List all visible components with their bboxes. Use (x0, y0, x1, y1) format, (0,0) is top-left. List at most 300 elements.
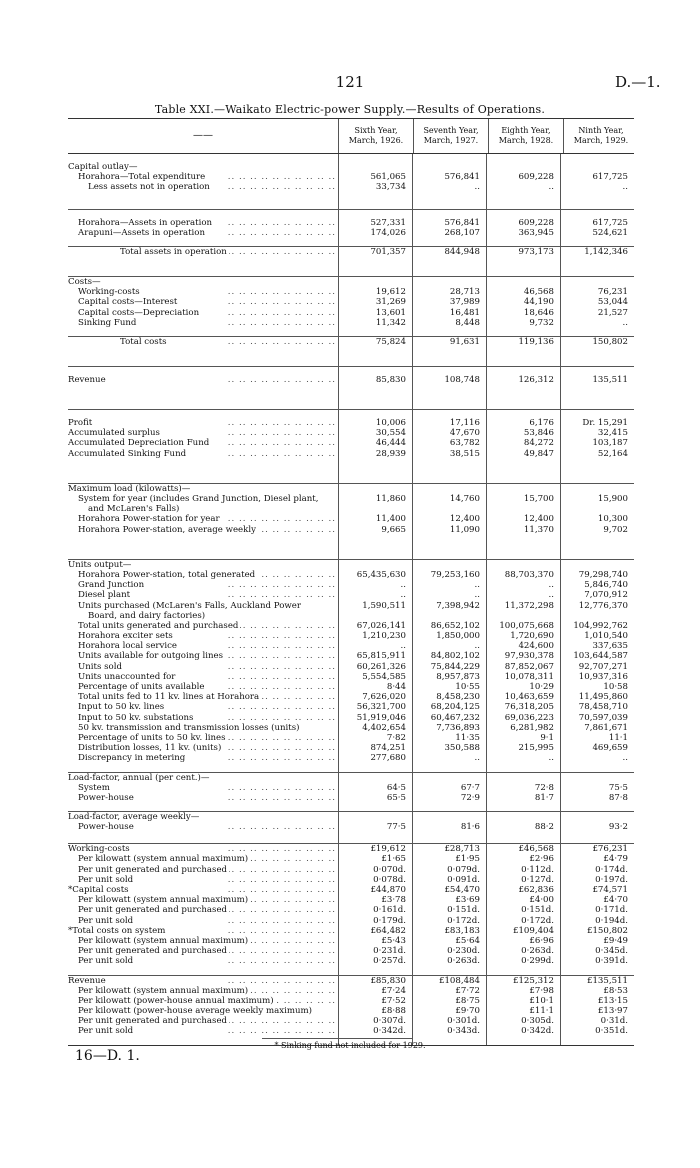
table-row (68, 172, 634, 182)
value-cell (412, 277, 486, 287)
row-label: Capital outlay— (68, 162, 138, 172)
value-cell (412, 504, 486, 514)
row-label-cell (68, 723, 338, 733)
value-cell: 78,458,710 (578, 702, 628, 713)
value-cell: 11,495,860 (578, 692, 628, 703)
value-cell: 21,527 (597, 307, 628, 318)
row-label-cell (68, 287, 338, 297)
value-cell: £1·65 (381, 854, 406, 865)
value-cell: 8,957,873 (436, 671, 480, 682)
value-cell (412, 162, 486, 172)
column-rule (338, 210, 339, 246)
value-cell: 77·5 (386, 822, 406, 833)
value-cell: 33,734 (375, 182, 406, 193)
value-cell: 0·230d. (447, 946, 480, 957)
value-cell: 9,702 (603, 524, 628, 535)
table-row (68, 570, 634, 580)
year-header-1927 (413, 119, 488, 153)
row-label-cell (68, 822, 338, 835)
value-cell: Dr. 15,291 (582, 418, 628, 429)
column-rule (412, 976, 413, 1045)
value-cell: 6,281,982 (510, 722, 554, 733)
column-rule (412, 277, 413, 336)
table-row (68, 182, 634, 192)
row-label: Working-costs (68, 844, 130, 855)
value-cell: 0·342d. (521, 1026, 554, 1037)
row-label: Accumulated Sinking Fund (68, 448, 187, 459)
table-row (68, 753, 634, 763)
value-cell (560, 162, 634, 172)
value-cell: 701,357 (370, 246, 406, 257)
value-cell: 18,646 (523, 307, 554, 318)
table-row (68, 297, 634, 307)
table-section (68, 336, 634, 366)
value-cell: 10·55 (455, 682, 480, 692)
row-label-cell (68, 713, 338, 723)
column-rule (412, 812, 413, 843)
column-rule (486, 773, 487, 812)
value-cell: £5·43 (381, 935, 406, 946)
row-label-cell (68, 297, 338, 307)
column-rule (560, 484, 561, 559)
value-cell: 56,321,700 (356, 702, 406, 713)
column-rule (486, 277, 487, 336)
table-row (68, 773, 634, 783)
value-cell: 88,703,370 (504, 569, 554, 580)
table-section (68, 843, 634, 974)
value-cell (560, 773, 634, 783)
label-column-header: —— (193, 130, 213, 141)
value-cell: £9·70 (455, 1006, 480, 1017)
value-cell: 81·7 (534, 792, 554, 803)
value-cell: 15,700 (523, 494, 554, 504)
value-cell: 4,402,654 (362, 722, 406, 733)
column-rule (560, 154, 561, 209)
row-label-cell (68, 875, 338, 885)
row-label: Horahora Power-station, average weekly (68, 525, 258, 535)
value-cell: 11,372,298 (504, 600, 554, 611)
value-cell (338, 484, 412, 494)
column-rule (338, 773, 339, 812)
spacer-row (68, 358, 634, 366)
column-rule (486, 337, 487, 366)
value-cell: 5,554,585 (362, 671, 406, 682)
value-cell: £19,612 (370, 844, 406, 855)
row-label-cell (68, 916, 338, 926)
table-section (68, 366, 634, 409)
column-rule (412, 484, 413, 559)
column-rule (560, 844, 561, 974)
value-cell: .. (622, 317, 628, 328)
row-label-cell (68, 812, 338, 822)
row-label: Per unit sold (68, 875, 135, 885)
table-row (68, 375, 634, 385)
column-rule (338, 560, 339, 772)
value-cell (412, 611, 486, 621)
value-cell: 0·179d. (373, 915, 406, 926)
row-label: Percentage of units to 50 kv. lines (68, 733, 227, 743)
page-number: 121 (335, 73, 365, 91)
value-cell: £7·24 (381, 985, 406, 996)
value-cell: £8·75 (455, 995, 480, 1006)
row-label: Horahora exciter sets (68, 631, 175, 641)
table-row (68, 822, 634, 835)
value-cell: .. (400, 580, 406, 591)
value-cell: 0·172d. (447, 915, 480, 926)
table-row (68, 713, 634, 723)
value-cell: £3·78 (381, 895, 406, 906)
spacer-row (68, 268, 634, 276)
column-rule (486, 560, 487, 772)
row-label-cell (68, 672, 338, 682)
value-cell: 0·299d. (521, 956, 554, 967)
column-rule (560, 976, 561, 1045)
row-label-cell (68, 449, 338, 459)
spacer-row (68, 350, 634, 358)
table-row (68, 956, 634, 966)
value-cell: 60,467,232 (430, 712, 480, 723)
value-cell: 0·078d. (373, 874, 406, 885)
spacer-row (68, 535, 634, 543)
value-cell: 13,601 (375, 307, 406, 318)
row-label: Horahora—Assets in operation (68, 218, 214, 228)
value-cell: 65·5 (386, 792, 406, 803)
row-label: Revenue (68, 975, 106, 986)
column-rule (412, 210, 413, 246)
column-rule (560, 367, 561, 409)
table-row (68, 651, 634, 661)
column-rule (412, 410, 413, 483)
value-cell: .. (474, 641, 480, 652)
year-header-line1: Sixth Year, (354, 126, 398, 135)
spacer-row (68, 193, 634, 201)
table-row (68, 318, 634, 328)
row-label-cell (68, 641, 338, 651)
row-label: Power-house (68, 822, 136, 832)
column-rule (486, 812, 487, 843)
column-rule (560, 277, 561, 336)
value-cell: £7·52 (381, 995, 406, 1006)
spacer-row (68, 835, 634, 843)
row-label: Maximum load (kilowatts)— (68, 483, 191, 494)
table-row (68, 228, 634, 238)
row-label-cell (68, 438, 338, 448)
value-cell: 87·8 (608, 792, 628, 803)
value-cell: £44,870 (370, 885, 406, 895)
value-cell: £13·15 (597, 995, 628, 1006)
value-cell: 1,010,540 (584, 631, 628, 642)
column-rule (412, 154, 413, 209)
table-row (68, 484, 634, 494)
value-cell: £109,404 (512, 925, 554, 936)
table-row (68, 1016, 634, 1026)
value-cell: 69,036,223 (504, 712, 554, 723)
value-cell: 0·172d. (521, 915, 554, 926)
row-label: Per kilowatt (system annual maximum) (68, 986, 250, 996)
value-cell: 92,707,271 (578, 661, 628, 672)
table-row (68, 905, 634, 915)
value-cell: 5,846,740 (584, 580, 628, 591)
column-rule (560, 247, 561, 276)
value-cell: 0·127d. (521, 874, 554, 885)
value-cell: 51,919,046 (356, 712, 406, 723)
column-rule (560, 773, 561, 812)
table-row (68, 743, 634, 753)
value-cell: 104,992,762 (573, 620, 628, 631)
row-label-cell (68, 682, 338, 692)
spacer-row (68, 803, 634, 811)
value-cell: .. (622, 753, 628, 764)
value-cell: £85,830 (370, 975, 406, 986)
value-cell: 617,725 (592, 217, 628, 228)
value-cell: 32,415 (597, 428, 628, 439)
row-label: Input to 50 kv. substations (68, 713, 195, 723)
table-row (68, 449, 634, 459)
value-cell: 9·1 (540, 732, 554, 743)
row-label: Discrepancy in metering (68, 753, 187, 763)
value-cell: 10,006 (375, 418, 406, 429)
row-label: Capital costs—Depreciation (68, 308, 201, 318)
value-cell: 84,272 (523, 438, 554, 449)
table-row (68, 1006, 634, 1016)
value-cell: 0·091d. (447, 874, 480, 885)
table-row (68, 308, 634, 318)
row-label-cell (68, 631, 338, 641)
value-cell: 100,075,668 (499, 620, 554, 631)
value-cell: £10·1 (529, 995, 554, 1006)
row-label: Diesel plant (68, 590, 132, 600)
value-cell: £5·64 (455, 935, 480, 946)
row-label-cell (68, 793, 338, 803)
value-cell (412, 773, 486, 783)
column-rule (486, 484, 487, 559)
value-cell: .. (474, 580, 480, 591)
value-cell: 7·82 (386, 732, 406, 743)
table-row (68, 525, 634, 535)
column-rule (486, 154, 487, 209)
row-label: Revenue (68, 374, 106, 385)
value-cell: 1,850,000 (436, 631, 480, 642)
table-row (68, 996, 634, 1006)
row-label: Horahora—Total expenditure (68, 172, 207, 182)
value-cell: 85,830 (375, 374, 406, 385)
row-label: Per unit generated and purchased (68, 1016, 229, 1026)
value-cell (486, 162, 560, 172)
table-section (68, 276, 634, 336)
row-label-cell (68, 580, 338, 590)
spacer-row (68, 393, 634, 401)
value-cell: 0·151d. (447, 905, 480, 916)
row-label: Capital costs—Interest (68, 297, 179, 307)
row-label-cell (68, 621, 338, 631)
row-label-cell (68, 504, 338, 514)
table-row (68, 936, 634, 946)
year-header-line2: March, 1926. (348, 136, 404, 145)
row-label-cell (68, 601, 338, 611)
column-rule (338, 844, 339, 974)
value-cell: 49,847 (523, 448, 554, 459)
spacer-row (68, 328, 634, 336)
year-header-line1: Ninth Year, (578, 126, 624, 135)
value-cell: 0·257d. (373, 956, 406, 967)
value-cell: .. (548, 590, 554, 601)
value-cell: .. (474, 590, 480, 601)
row-label: 50 kv. transmission and transmission losses (units) (68, 723, 302, 733)
row-label-cell (68, 976, 338, 986)
row-label-cell (68, 692, 338, 702)
row-label: Arapuni—Assets in operation (68, 228, 207, 238)
value-cell: 44,190 (523, 297, 554, 308)
row-label: Units unaccounted for (68, 672, 177, 682)
value-cell: 0·31d. (600, 1016, 628, 1027)
table-row (68, 946, 634, 956)
row-label: Units purchased (McLaren's Falls, Auckland Power (68, 601, 303, 611)
value-cell: 97,930,378 (504, 651, 554, 662)
value-cell (338, 504, 412, 514)
value-cell: 38,515 (449, 448, 480, 459)
value-cell: £8·53 (603, 985, 628, 996)
value-cell: 0·345d. (595, 946, 628, 957)
value-cell: 609,228 (518, 172, 554, 183)
value-cell: 75·5 (608, 782, 628, 793)
column-rule (412, 560, 413, 772)
value-cell: 11·1 (608, 732, 628, 743)
column-rule (560, 210, 561, 246)
column-rule (338, 247, 339, 276)
table-row (68, 885, 634, 895)
footnote-rule (262, 1038, 412, 1039)
table-row (68, 1026, 634, 1036)
spacer-row (68, 210, 634, 218)
value-cell: 53,846 (523, 428, 554, 439)
row-label-cell (68, 956, 338, 966)
value-cell: 65,435,630 (356, 569, 406, 580)
column-rule (338, 367, 339, 409)
value-cell: 11,342 (375, 317, 406, 328)
table-row (68, 631, 634, 641)
column-rule (560, 560, 561, 772)
row-label-cell (68, 375, 338, 385)
row-label-cell (68, 308, 338, 318)
value-cell: 67·7 (460, 782, 480, 793)
value-cell: .. (622, 182, 628, 193)
row-label: Distribution losses, 11 kv. (units) (68, 743, 223, 753)
value-cell: £76,231 (592, 844, 628, 855)
value-cell: 561,065 (370, 172, 406, 183)
table-section (68, 975, 634, 1045)
column-rule (412, 337, 413, 366)
row-label: Per unit generated and purchased (68, 865, 229, 875)
row-label: System (68, 783, 112, 793)
value-cell: £54,470 (444, 885, 480, 895)
table-section (68, 559, 634, 772)
value-cell (486, 484, 560, 494)
row-label: Working-costs (68, 287, 142, 297)
row-label: System for year (includes Grand Junction, Diesel plant, (68, 494, 321, 504)
row-label-cell (68, 218, 338, 228)
spacer-row (68, 967, 634, 975)
row-label-cell (68, 662, 338, 672)
table-body (68, 154, 634, 1045)
value-cell (412, 560, 486, 570)
value-cell: 1,142,346 (584, 246, 628, 257)
spacer-row (68, 385, 634, 393)
value-cell: .. (400, 590, 406, 601)
value-cell (560, 560, 634, 570)
value-cell: 12,400 (449, 514, 480, 525)
table-row (68, 494, 634, 504)
table-row (68, 702, 634, 712)
table-row (68, 560, 634, 570)
row-label: Less assets not in operation (68, 182, 212, 192)
value-cell: 53,044 (597, 297, 628, 308)
value-cell: 844,948 (444, 246, 480, 257)
value-cell: 31,269 (375, 297, 406, 308)
value-cell: £83,183 (444, 925, 480, 936)
value-cell: 0·351d. (595, 1026, 628, 1037)
column-rule (338, 484, 339, 559)
value-cell: 10,078,311 (504, 671, 554, 682)
value-cell: £4·79 (603, 854, 628, 865)
row-label: Power-house (68, 793, 136, 803)
value-cell: 0·070d. (373, 864, 406, 875)
column-rule (412, 247, 413, 276)
value-cell: 8,448 (455, 317, 480, 328)
value-cell: 0·151d. (521, 905, 554, 916)
row-label: Horahora local service (68, 641, 179, 651)
value-cell: £13·97 (597, 1006, 628, 1017)
row-label-cell (68, 854, 338, 864)
row-label-cell (68, 611, 338, 621)
value-cell: 0·174d. (595, 864, 628, 875)
table-row (68, 986, 634, 996)
value-cell (560, 504, 634, 514)
value-cell: .. (474, 182, 480, 193)
value-cell: 1,720,690 (510, 631, 554, 642)
value-cell: 68,204,125 (430, 702, 480, 713)
value-cell: 81·6 (460, 822, 480, 833)
column-rule (338, 410, 339, 483)
row-label: *Capital costs (68, 885, 129, 895)
value-cell: 46,444 (375, 438, 406, 449)
row-label-cell (68, 905, 338, 915)
value-cell: £7·98 (529, 985, 554, 996)
value-cell: 67,026,141 (356, 620, 406, 631)
row-label-cell (68, 895, 338, 905)
value-cell: 609,228 (518, 217, 554, 228)
value-cell: 527,331 (370, 217, 406, 228)
spacer-row (68, 154, 634, 162)
value-cell: 108,748 (444, 374, 480, 385)
spacer-row (68, 410, 634, 418)
value-cell: 64·5 (386, 782, 406, 793)
value-cell: 7,736,893 (436, 722, 480, 733)
value-cell: £46,568 (518, 844, 554, 855)
table-section (68, 154, 634, 209)
value-cell: 874,251 (370, 743, 406, 754)
table-row (68, 162, 634, 172)
row-label: Per kilowatt (power-house annual maximum) (68, 996, 276, 1006)
value-cell: £6·96 (529, 935, 554, 946)
value-cell: 0·343d. (447, 1026, 480, 1037)
row-label-cell (68, 494, 338, 504)
table-row (68, 287, 634, 297)
row-label: Horahora Power-station for year (68, 514, 222, 524)
table-row (68, 723, 634, 733)
value-cell: 126,312 (518, 374, 554, 385)
table-row (68, 682, 634, 692)
value-cell (486, 611, 560, 621)
